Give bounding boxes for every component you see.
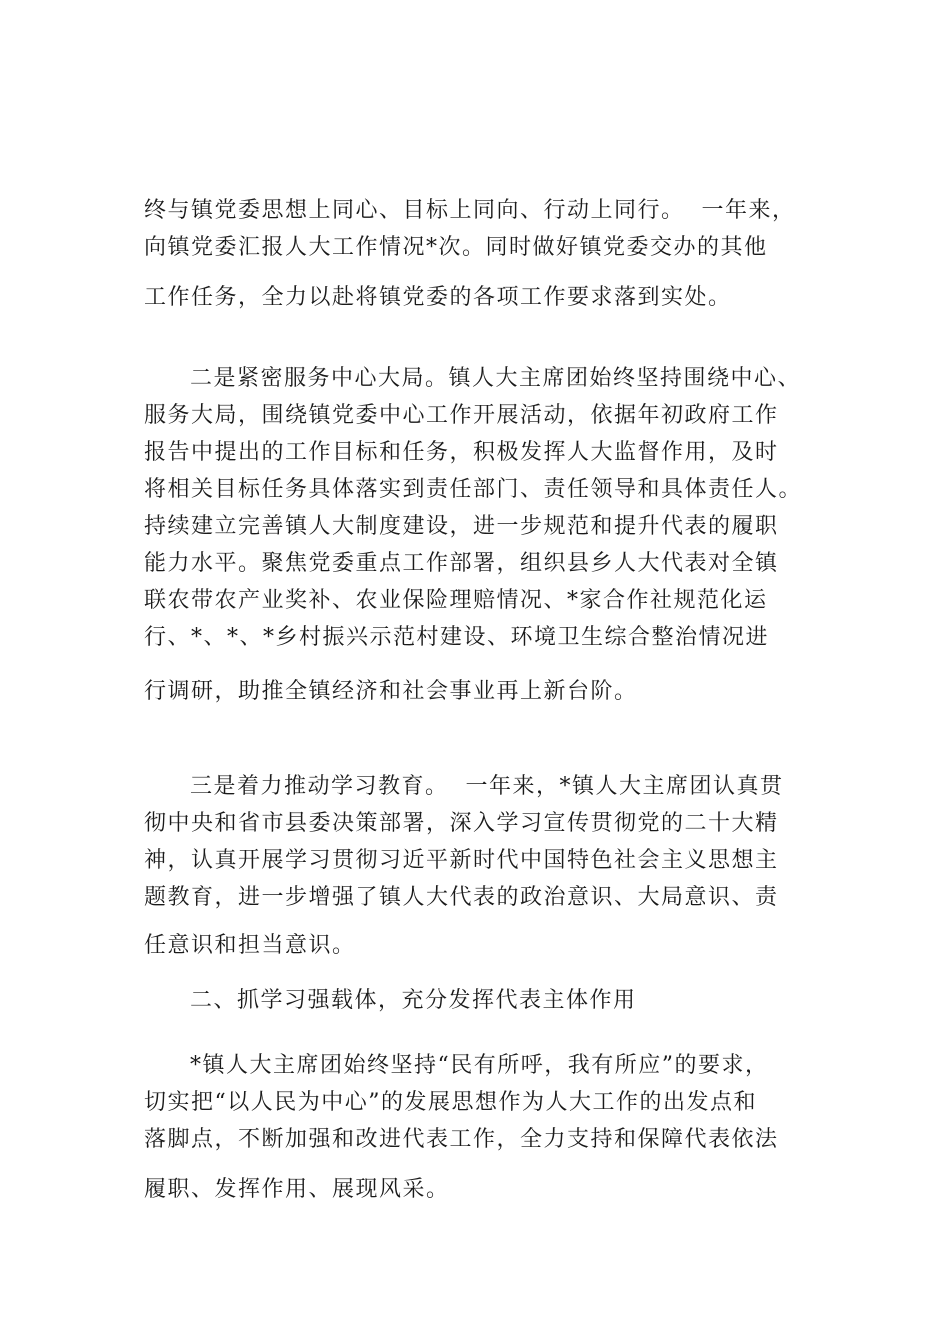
text-line: 联农带农产业奖补、农业保险理赔情况、*家合作社规范化运 <box>144 588 768 613</box>
text-line: 任意识和担当意识。 <box>144 933 356 958</box>
text-line: 终与镇党委思想上同心、目标上同向、行动上同行。 一年来， <box>144 198 796 223</box>
text-line: 履职、发挥作用、展现风采。 <box>144 1177 450 1202</box>
text-line: 神，认真开展学习贯彻习近平新时代中国特色社会主义思想主 <box>144 848 779 873</box>
section-heading: 二、抓学习强载体，充分发挥代表主体作用 <box>190 988 637 1013</box>
text-line: 工作任务，全力以赴将镇党委的各项工作要求落到实处。 <box>144 285 732 310</box>
paragraph-start-line: 三是着力推动学习教育。 一年来，*镇人大主席团认真贯 <box>190 774 784 799</box>
text-line: 报告中提出的工作目标和任务，积极发挥人大监督作用，及时 <box>144 440 779 465</box>
text-line: 行、*、*、*乡村振兴示范村建设、环境卫生综合整治情况进 <box>144 625 770 650</box>
text-line: 能力水平。聚焦党委重点工作部署，组织县乡人大代表对全镇 <box>144 551 779 576</box>
text-line: 切实把“以人民为中心”的发展思想作为人大工作的出发点和 <box>144 1090 757 1115</box>
text-line: 彻中央和省市县委决策部署，深入学习宣传贯彻党的二十大精 <box>144 811 779 836</box>
text-line: 题教育，进一步增强了镇人大代表的政治意识、大局意识、责 <box>144 885 779 910</box>
text-line: 将相关目标任务具体落实到责任部门、责任领导和具体责任人。 <box>144 477 803 502</box>
text-line: 行调研，助推全镇经济和社会事业再上新台阶。 <box>144 679 638 704</box>
paragraph-start-line: *镇人大主席团始终坚持“民有所呼，我有所应”的要求， <box>190 1053 769 1078</box>
paragraph-start-line: 二是紧密服务中心大局。镇人大主席团始终坚持围绕中心、 <box>190 366 802 391</box>
text-line: 持续建立完善镇人大制度建设，进一步规范和提升代表的履职 <box>144 514 779 539</box>
text-line: 向镇党委汇报人大工作情况*次。同时做好镇党委交办的其他 <box>144 235 768 260</box>
text-line: 落脚点，不断加强和改进代表工作，全力支持和保障代表依法 <box>144 1127 779 1152</box>
text-line: 服务大局，围绕镇党委中心工作开展活动，依据年初政府工作 <box>144 403 779 428</box>
